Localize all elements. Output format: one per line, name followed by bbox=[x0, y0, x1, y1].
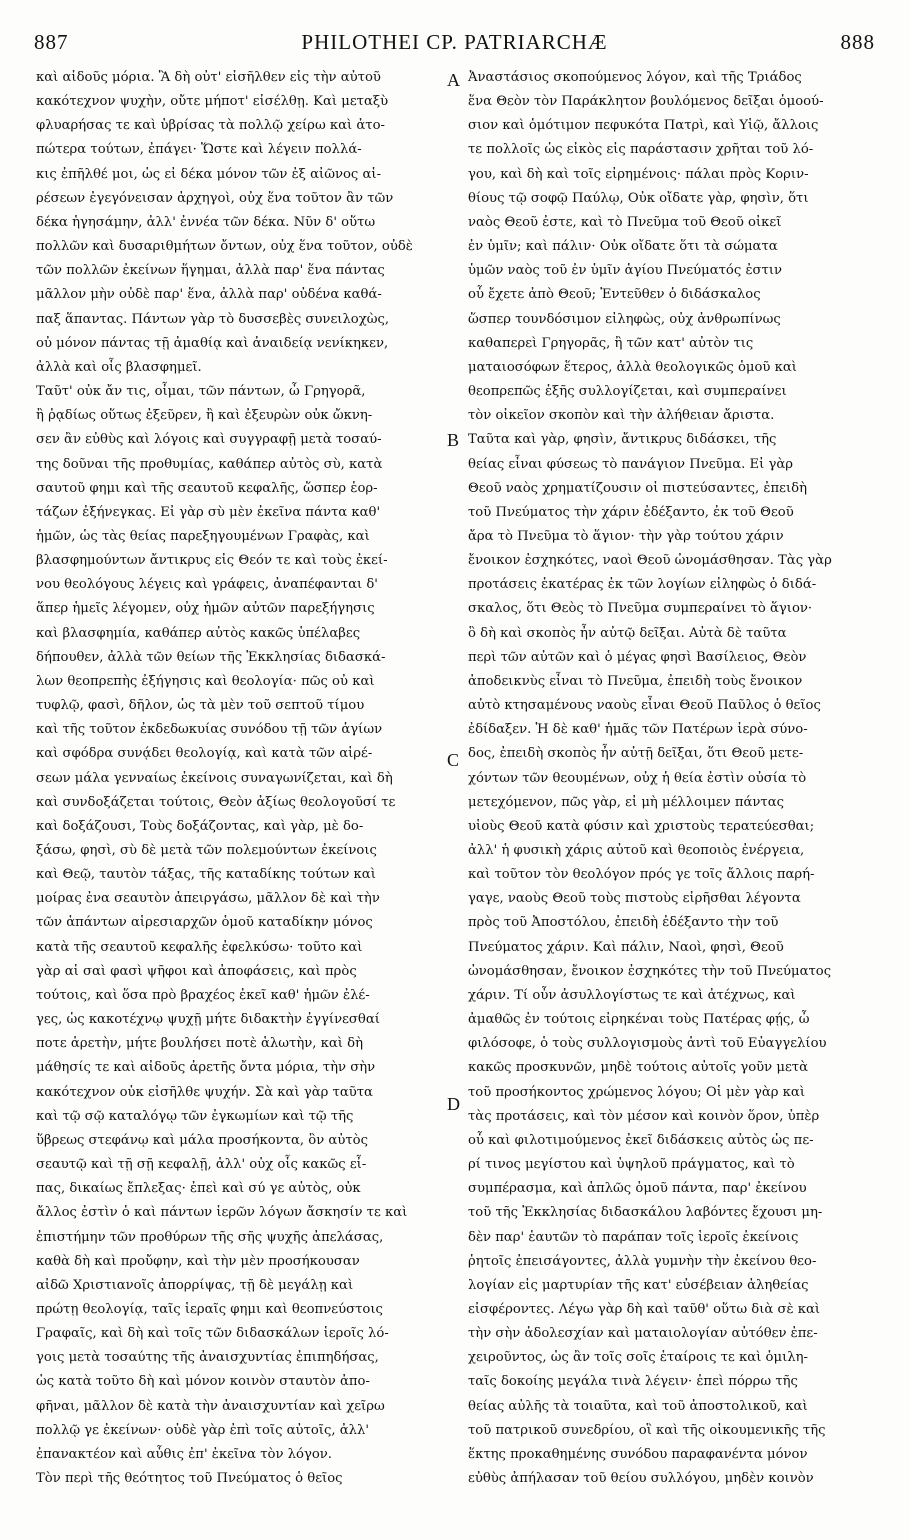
text-line: φλυαρήσας τε καὶ ὑβρίσας τὰ πολλῷ χείρω καὶ ἀτο- bbox=[36, 118, 385, 134]
text-line: ἐν ὑμῖν; καὶ πάλιν· Οὐκ οἴδατε ὅτι τὰ σώματα bbox=[468, 239, 778, 255]
text-line: ἢ ῥᾳδίως οὕτως ἐξεῦρεν, ἢ καὶ ἐξευρὼν οὐκ ὤκνη- bbox=[36, 408, 373, 424]
text-line: μάθησίς τε καὶ αἰδοῦς ἀρετῆς ὄντα μόρια, τὴν σὴν bbox=[36, 1060, 376, 1076]
text-line: παξ ἅπαντας. Πάντων γὰρ τὸ δυσσεβὲς συνειλοχὼς, bbox=[36, 311, 390, 327]
text-line: εὐθὺς ἀπήλασαν τοῦ θείου συλλόγου, μηδὲν κοινὸν bbox=[468, 1471, 814, 1487]
page-header bbox=[34, 30, 875, 60]
text-line: θείας εἶναι φύσεως τὸ πανάγιον Πνεῦμα. Εἰ γὰρ bbox=[468, 456, 794, 472]
text-line: καὶ δοξάζουσι, Τοὺς δοξάζοντας, καὶ γὰρ, μὲ δο- bbox=[36, 818, 364, 834]
text-line: τοῦ τῆς Ἐκκλησίας διδασκάλου λαβόντες ἔχουσι μη- bbox=[468, 1205, 823, 1221]
text-line: γὰρ αἱ σαὶ φασὶ ψῆφοι καὶ ἀποφάσεις, καὶ πρὸς bbox=[36, 963, 357, 979]
text-line: ἐπιστήμην τῶν προθύρων τῆς σῆς ψυχῆς ἀπελάσας, bbox=[36, 1229, 384, 1245]
text-line: μᾶλλον μὴν οὐδὲ παρ' ἕνα, ἀλλὰ παρ' οὐδένα καθά- bbox=[36, 287, 382, 303]
text-line: σεαυτῷ καὶ τῇ σῇ κεφαλῇ, ἀλλ' οὐχ οἷς κακῶς εἶ- bbox=[36, 1157, 367, 1173]
text-line: τῶν πολλῶν ἐκείνων ἥγημαι, ἀλλὰ παρ' ἕνα πάντας bbox=[36, 263, 385, 279]
text-line: πρώτῃ θεολογίᾳ, ταῖς ἱεραῖς φημι καὶ θεοπνεύστοις bbox=[36, 1301, 383, 1317]
text-line: τοῦ Πνεύματος τὴν χάριν ἐδέξαντο, ἐκ τοῦ Θεοῦ bbox=[468, 504, 794, 520]
text-line: αἰδῶ Χριστιανοῖς ἀπορρίψας, τῇ δὲ μεγάλῃ καὶ bbox=[36, 1277, 354, 1293]
text-line: θίους τῷ σοφῷ Παύλῳ, Οὐκ οἴδατε γὰρ, φησὶν, ὅτι bbox=[468, 190, 809, 206]
text-line: Ἀναστάσιος σκοπούμενος λόγον, καὶ τῆς Τριάδος bbox=[468, 70, 802, 85]
text-line: νου θεολόγους λέγεις καὶ γράφεις, ἀναπέφανται δ' bbox=[36, 577, 378, 593]
text-line: ὠνομάσθησαν, ἔνοικον ἐσχηκότες τὴν τοῦ Πνεύματος bbox=[468, 963, 832, 979]
text-line: ρέσεων ἐγεγόνεισαν ἀρχηγοὶ, οὐχ ἕνα τοῦτον ἂν τῶν bbox=[36, 190, 394, 206]
text-line: πας, δικαίως ἔπλεξας· ἐπεὶ καὶ σύ γε αὐτὸς, οὐκ bbox=[36, 1181, 361, 1197]
text-line: ἀποδεικνὺς εἶναι τὸ Πνεῦμα, ἐπειδὴ τοὺς ἔνοικον bbox=[468, 673, 803, 689]
text-line: ξάσω, φησὶ, σὺ δὲ μετὰ τῶν πολεμούντων ἐκείνοις bbox=[36, 843, 377, 858]
text-line: τε πολλοῖς ὡς εἰκὸς εἰς παράστασιν χρῆται τοῦ λό- bbox=[468, 142, 814, 158]
text-line: φῆναι, μᾶλλον δὲ κατὰ τὴν ἀναισχυντίαν καὶ χεῖρω bbox=[36, 1398, 385, 1414]
page-number-left: 887 bbox=[34, 30, 69, 54]
right-text-column bbox=[468, 66, 876, 1516]
text-line: τοῦ πατρικοῦ συνεδρίου, οἳ καὶ τῆς οἰκουμενικῆς τῆς bbox=[468, 1422, 826, 1438]
text-line: βλασφημούντων ἄντικρυς εἰς Θεόν τε καὶ τοὺς ἐκεί- bbox=[36, 553, 388, 569]
text-line: σκαλος, ὅτι Θεὸς τὸ Πνεῦμα συμπεραίνει τὸ ἅγιον· bbox=[468, 601, 813, 617]
text-line: κις ἐπῆλθέ μοι, ὡς εἰ δέκα μόνον τῶν ἐξ αἰῶνος αἱ- bbox=[36, 166, 382, 182]
text-line: ποτε ἀρετὴν, μήτε βουλήσει ποτὲ ἁλωτὴν, καὶ δὴ bbox=[36, 1036, 363, 1052]
text-line: τοῦ προσήκοντος χρώμενος λόγου; Οἱ μὲν γὰρ καὶ bbox=[468, 1084, 806, 1100]
text-line: τούτοις, καὶ ὅσα πρὸ βραχέος ἐκεῖ καθ' ἡμῶν ἐλέ- bbox=[36, 987, 370, 1003]
text-line: τῶν ἁπάντων αἱρεσιαρχῶν ὁμοῦ καταδίκην μόνος bbox=[36, 915, 373, 931]
text-line: ἐπανακτέον καὶ αὖθις ἐπ' ἐκεῖνα τὸν λόγον. bbox=[36, 1446, 332, 1462]
text-line: πώτερα τούτων, ἐπάγει· Ὥστε καὶ λέγειν πολλά- bbox=[36, 142, 362, 158]
text-line: κακῶς προσκυνῶν, μηδὲ τούτοις αὐτοῖς γοῦν μετὰ bbox=[468, 1060, 808, 1076]
text-line: Ταῦτα καὶ γὰρ, φησὶν, ἄντικρυς διδάσκει, τῆς bbox=[468, 432, 777, 448]
text-line: μετεχόμενον, πῶς γὰρ, εἰ μὴ μέλλοιμεν πάντας bbox=[468, 794, 785, 810]
text-line: λογίαν εἰς μαρτυρίαν τῆς κατ' εὐσέβειαν ἀληθείας bbox=[468, 1277, 809, 1293]
text-line: Πνεύματος χάριν. Καὶ πάλιν, Ναοὶ, φησὶ, Θεοῦ bbox=[468, 939, 784, 955]
text-line: θείας αὐλῆς τὰ τοιαῦτα, καὶ τοῦ ἀποστολικοῦ, καὶ bbox=[468, 1398, 808, 1414]
text-line: φιλόσοφε, ὁ τοὺς συλλογισμοὺς ἀντὶ τοῦ Εὐαγγελίου bbox=[468, 1036, 827, 1052]
text-line: δήπουθεν, ἀλλὰ τῶν θείων τῆς Ἐκκλησίας διδασκά- bbox=[36, 649, 386, 665]
text-line: καὶ συνδοξάζεται τούτοις, Θεὸν ἀξίως θεολογοῦσί τε bbox=[36, 794, 396, 810]
text-line: της δοῦναι τῆς προθυμίας, καθάπερ αὐτὸς σὺ, κατὰ bbox=[36, 456, 383, 472]
text-line: ἀλλ' ἡ φυσικὴ χάρις αὐτοῦ καὶ θεοποιὸς ἐνέργεια, bbox=[468, 843, 805, 858]
text-line: ὡς κατὰ τοῦτο δὴ καὶ μόνον κοινὸν σταυτὸν ἀπο- bbox=[36, 1374, 370, 1390]
text-line: ἕνα Θεὸν τὸν Παράκλητον βουλόμενος δεῖξαι ὁμοού- bbox=[468, 94, 824, 110]
text-line: γες, ὡς κακοτέχνῳ ψυχῇ μήτε διδακτὴν ἐγγίνεσθαί bbox=[36, 1012, 380, 1028]
page-number-right: 888 bbox=[840, 30, 875, 54]
text-line: ἅπερ ἡμεῖς λέγομεν, οὐχ ἡμῶν αὐτῶν παρεξήγησις bbox=[36, 601, 375, 617]
text-line: υἱοὺς Θεοῦ κατὰ φύσιν καὶ χριστοὺς τερατεύεσθαι; bbox=[468, 818, 815, 834]
text-line: ὃ δὴ καὶ σκοπὸς ἦν αὐτῷ δεῖξαι. Αὐτὰ δὲ ταῦτα bbox=[468, 625, 787, 641]
text-line: χειροῦντος, ὡς ἂν τοῖς σοῖς ἑταίροις τε καὶ ὁμιλη- bbox=[468, 1350, 808, 1366]
text-line: τάζων ἐξήνεγκας. Εἰ γὰρ σὺ μὲν ἐκεῖνα πάντα καθ' bbox=[36, 504, 381, 520]
margin-letter-a: A bbox=[447, 70, 460, 90]
text-line: καὶ τοῦτον τὸν θεολόγον πρός γε τοῖς ἄλλοις παρή- bbox=[468, 867, 815, 883]
text-line: οὗ ἔχετε ἀπὸ Θεοῦ; Ἐντεῦθεν ὁ διδάσκαλος bbox=[468, 287, 761, 303]
left-text-column bbox=[36, 66, 446, 1516]
text-line: ματαιοσόφων ἕτερος, ἀλλὰ θεολογικῶς ὁμοῦ καὶ bbox=[468, 359, 797, 375]
text-line: περὶ τῶν αὐτῶν καὶ ὁ μέγας φησὶ Βασίλειος, Θεὸν bbox=[468, 649, 807, 665]
text-line: Τὸν περὶ τῆς θεότητος τοῦ Πνεύματος ὁ θεῖος bbox=[36, 1471, 343, 1487]
text-line: καθὰ δὴ καὶ προὔφην, καὶ τὴν μὲν προσήκουσαν bbox=[36, 1253, 360, 1269]
text-line: προτάσεις ἑκατέρας ἐκ τῶν λογίων εἰληφὼς ὁ διδά- bbox=[468, 577, 817, 593]
margin-letter-d: D bbox=[447, 1094, 460, 1114]
text-line: καὶ Θεῷ, ταυτὸν τάξας, τῆς καταδίκης τούτων καὶ bbox=[36, 867, 376, 883]
margin-letter-b: B bbox=[447, 430, 460, 450]
margin-letter-c: C bbox=[447, 750, 460, 770]
text-line: θεοπρεπῶς ἑξῆς συλλογίζεται, καὶ συμπεραίνει bbox=[468, 384, 787, 400]
text-line: τὸν οἰκεῖον σκοπὸν καὶ τὴν ἀλήθειαν ἄριστα. bbox=[468, 408, 775, 424]
text-line: συμπέρασμα, καὶ ἁπλῶς ὁμοῦ πάντα, παρ' ἐκείνου bbox=[468, 1181, 807, 1197]
text-line: ὥσπερ τουνδόσιμον εἰληφὼς, οὐχ ἀνθρωπίνως bbox=[468, 311, 781, 327]
text-line: ἀμαθῶς ἐν τούτοις εἰρηκέναι τοὺς Πατέρας φῄς, ὦ bbox=[468, 1012, 810, 1028]
text-line: δέκα ἡγησάμην, ἀλλ' ἐννέα τῶν δέκα. Νῦν δ' οὕτω bbox=[36, 214, 376, 230]
text-line: γου, καὶ δὴ καὶ τοῖς εἰρημένοις· πάλαι πρὸς Κοριν- bbox=[468, 166, 809, 182]
text-line: πολλῷ γε ἐκείνων· οὐδὲ γὰρ ἐπὶ τοῖς αὐτοῖς, ἀλλ' bbox=[36, 1422, 369, 1438]
text-line: ἐδίδαξεν. Ἡ δὲ καθ' ἡμᾶς τῶν Πατέρων ἱερὰ σύνο- bbox=[468, 722, 808, 738]
text-line: ἕκτης προκαθημένης συνόδου παραφανέντα μόνον bbox=[468, 1446, 808, 1462]
text-line: καθαπερεὶ Γρηγορᾶς, ἢ τῶν κατ' αὐτὸν τις bbox=[468, 335, 754, 351]
text-line: ὑμῶν ναὸς τοῦ ἐν ὑμῖν ἁγίου Πνεύματός ἐστιν bbox=[468, 263, 783, 279]
text-line: τυφλῷ, φασὶ, δῆλον, ὡς τὰ μὲν τοῦ σεπτοῦ τίμου bbox=[36, 698, 365, 714]
text-line: ἄρα τὸ Πνεῦμα τὸ ἅγιον· τὴν γὰρ τούτου χάριν bbox=[468, 528, 784, 544]
text-line: καὶ αἰδοῦς μόρια. Ἃ δὴ οὐτ' εἰσῆλθεν εἰς τὴν αὐτοῦ bbox=[36, 70, 381, 85]
text-line: ναὸς Θεοῦ ἐστε, καὶ τὸ Πνεῦμα τοῦ Θεοῦ οἰκεῖ bbox=[468, 214, 782, 230]
text-line: γαγε, ναοὺς Θεοῦ τοὺς πιστοὺς εἰρῆσθαι λέγοντα bbox=[468, 891, 801, 907]
text-line: τὴν σὴν ἀδολεσχίαν καὶ ματαιολογίαν αὐτόθεν ἐπε- bbox=[468, 1326, 818, 1342]
text-line: γοις μετὰ τοσαύτης τῆς ἀναισχυντίας ἐπιπηδήσας, bbox=[36, 1350, 379, 1366]
text-line: δος, ἐπειδὴ σκοπὸς ἦν αὐτῇ δεῖξαι, ὅτι Θεοῦ μετε- bbox=[468, 746, 804, 762]
text-line: καὶ τῷ σῷ καταλόγῳ τῶν ἐγκωμίων καὶ τῷ τῆς bbox=[36, 1108, 354, 1124]
text-line: ταῖς δοκοίης μεγάλα τινὰ λέγειν· ἐπεὶ πόρρω τῆς bbox=[468, 1374, 798, 1390]
text-line: κατὰ τῆς σεαυτοῦ κεφαλῆς ἐφελκύσω· τοῦτο καὶ bbox=[36, 939, 363, 955]
text-line: ἄλλος ἐστὶν ὁ καὶ πάντων ἱερῶν λόγων ἄσκησίν τε καὶ bbox=[36, 1205, 408, 1221]
text-line: εἰσφέροντες. Λέγω γὰρ δὴ καὶ ταῦθ' οὕτω διὰ σὲ καὶ bbox=[468, 1301, 821, 1317]
text-line: σαυτοῦ φημι καὶ τῆς σεαυτοῦ κεφαλῆς, ὥσπερ ἑορ- bbox=[36, 480, 378, 496]
text-line: καὶ τῆς τοῦτον ἐκδεδωκυίας συνόδου τῇ τῶν ἁγίων bbox=[36, 722, 383, 738]
text-line: πολλῶν καὶ δυσαριθμήτων ὄντων, οὐχ ἕνα τοῦτον, οὐδὲ bbox=[36, 239, 413, 255]
text-line: κακότεχνον οὐκ εἰσῆλθε ψυχήν. Σὰ καὶ γὰρ ταῦτα bbox=[36, 1084, 373, 1100]
running-title: PHILOTHEI CP. PATRIARCHÆ bbox=[301, 30, 608, 54]
text-line: σεων μάλα γενναίως ἐκείνοις συναγωνίζεται, καὶ δὴ bbox=[36, 770, 393, 786]
text-line: σιον καὶ ὁμότιμον πεφυκότα Πατρὶ, καὶ Υἱῷ, ἄλλοις bbox=[468, 118, 819, 134]
text-line: σεν ἂν εὐθὺς καὶ λόγοις καὶ συγγραφῇ μετὰ τοσαύ- bbox=[36, 432, 382, 448]
text-line: δὲν παρ' ἑαυτῶν τὸ παράπαν τοῖς ἱεροῖς ἐκείνοις bbox=[468, 1229, 799, 1245]
text-line: ρί τινος μεγίστου καὶ ὑψηλοῦ πράγματος, καὶ τὸ bbox=[468, 1157, 795, 1173]
text-line: ῥητοῖς ἐπεισάγοντες, ἀλλὰ γυμνὴν τὴν ἐκείνου θεο- bbox=[468, 1253, 817, 1269]
text-line: οὐ μόνον πάντας τῇ ἀμαθίᾳ καὶ ἀναιδείᾳ νενίκηκεν, bbox=[36, 335, 389, 351]
text-line: Ταῦτ' οὐκ ἄν τις, οἶμαι, τῶν πάντων, ὦ Γρηγορᾶ, bbox=[36, 384, 366, 400]
text-line: πρὸς τοῦ Ἀποστόλου, ἐπειδὴ ἐδέξαντο τὴν τοῦ bbox=[468, 915, 779, 931]
text-line: μοίρας ἐνα σεαυτὸν ἀπειργάσω, μᾶλλον δὲ καὶ τὴν bbox=[36, 891, 380, 907]
text-line: λων θεοπρεπὴς ἐξήγησις καὶ θεολογία· πῶς οὐ καὶ bbox=[36, 673, 375, 689]
text-line: ἀλλὰ καὶ οἷς βλασφημεῖ. bbox=[36, 359, 202, 375]
text-line: ἡμῶν, ὡς τὰς θείας παρεξηγουμένων Γραφὰς, καὶ bbox=[36, 528, 370, 544]
text-line: Θεοῦ ναὸς χρηματίζουσιν οἱ πιστεύσαντες, ἐπειδὴ bbox=[468, 480, 807, 496]
text-line: οὗ καὶ φιλοτιμούμενος ἐκεῖ διδάσκεις αὐτὸς ὡς πε- bbox=[468, 1132, 814, 1148]
text-line: καὶ βλασφημία, καθάπερ αὐτὸς κακῶς ὑπέλαβες bbox=[36, 625, 361, 641]
text-line: αὐτὸ κτησαμένους ναοὺς εἶναι Θεοῦ Παῦλος ὁ θεῖος bbox=[468, 698, 821, 714]
text-line: καὶ σφόδρα συνᾴδει θεολογίᾳ, καὶ κατὰ τῶν αἱρέ- bbox=[36, 746, 373, 762]
text-line: τὰς προτάσεις, καὶ τὸν μέσον καὶ κοινὸν ὅρον, ὑπὲρ bbox=[468, 1108, 820, 1124]
text-line: ὕβρεως στεφάνῳ καὶ μάλα προσήκοντα, ὃν αὐτὸς bbox=[36, 1132, 368, 1148]
text-line: κακότεχνον ψυχὴν, οὔτε μήποτ' εἰσέλθῃ. Καὶ μεταξὺ bbox=[36, 94, 389, 110]
text-line: Γραφαῖς, καὶ δὴ καὶ τοῖς τῶν διδασκάλων ἱεροῖς λό- bbox=[36, 1326, 389, 1342]
text-line: χάριν. Τί οὖν ἀσυλλογίστως τε καὶ ἀτέχνως, καὶ bbox=[468, 987, 796, 1003]
text-line: ἔνοικον ἐσχηκότες, ναοὶ Θεοῦ ὠνομάσθησαν. Τὰς γὰρ bbox=[468, 553, 832, 569]
text-line: χόντων τῶν θεουμένων, οὐχ ἡ θεία ἐστὶν οὐσία τὸ bbox=[468, 770, 807, 786]
